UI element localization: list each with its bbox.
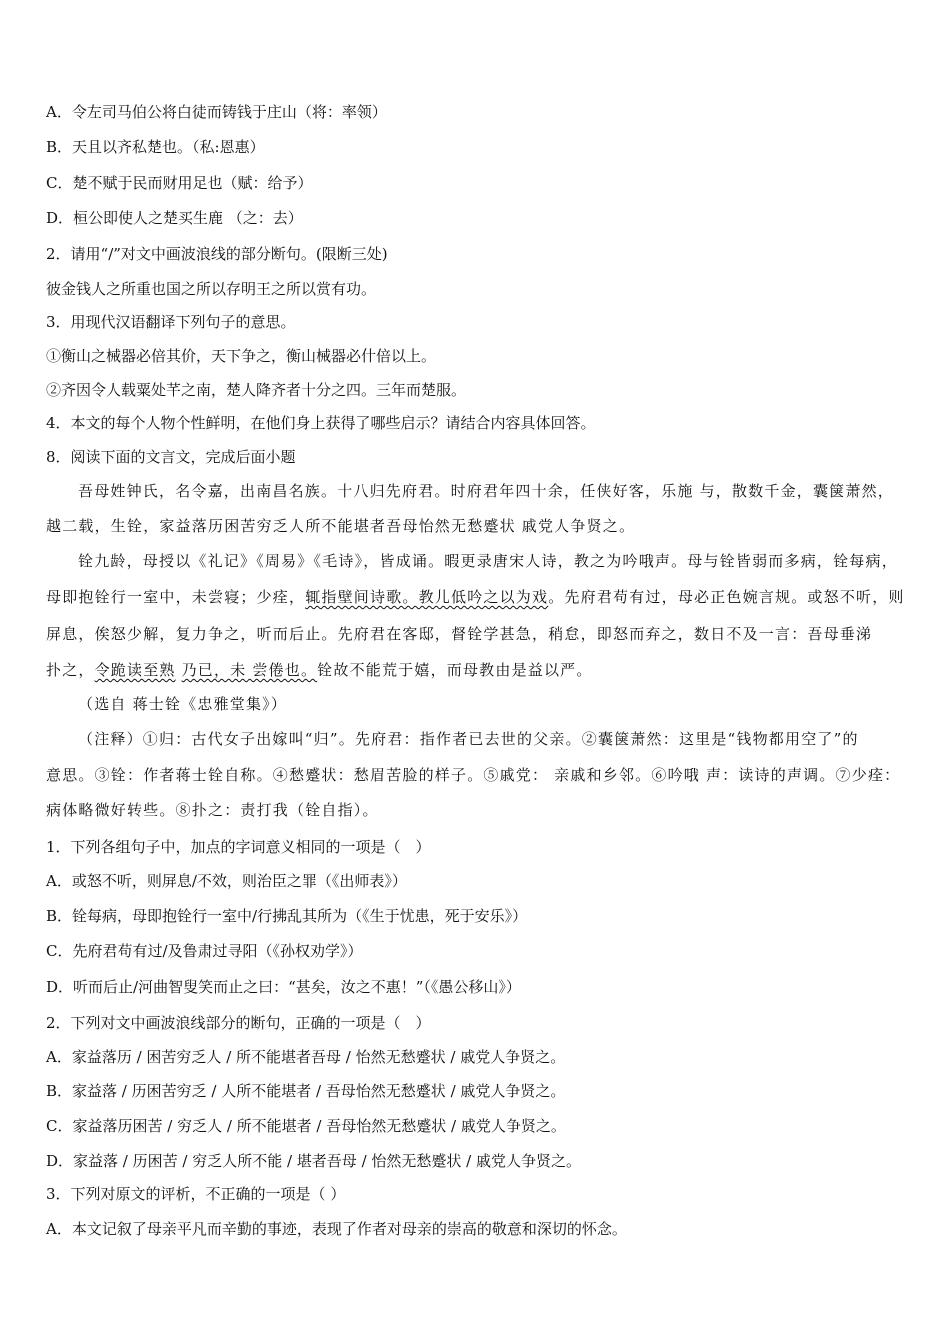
passage-p2-line1: 铨九龄，母授以《礼记》《周易》《毛诗》，皆成诵。暇更录唐宋人诗，教之为吟哦声。母与铨皆弱而多病，铨每病， — [78, 552, 898, 570]
question-4-line: 4．本文的每个人物个性鲜明，在他们身上获得了哪些启示？请结合内容具体回答。 — [46, 414, 596, 432]
note-line1: （注释）①归：古代女子出嫁叫“归”。先府君：指作者已去世的父亲。②囊箧萧然：这里是“钱物都用空了”的 — [78, 730, 859, 748]
text-span: 母即抱铨行一室中，未尝寝；少痊， — [46, 588, 306, 606]
wavy-underline-text: 乃已，未 尝倦也。 — [181, 661, 318, 679]
sentence-line: 彼金钱人之所重也国之所以存明王之所以赏有功。 — [46, 280, 377, 298]
question-line: C．家益落历困苦 / 穷乏人 / 所不能堪者 / 吾母怡然无愁蹙状 / 戚党人争贤之。 — [46, 1117, 566, 1135]
passage-source: （选自 蒋士铨《忠雅堂集》） — [78, 695, 288, 713]
note-line2: 意思。③铨：作者蒋士铨自称。④愁蹙状：愁眉苦脸的样子。⑤戚党： 亲戚和乡邻。⑥吟哦 声：读诗的声调。⑦少痊： — [46, 766, 901, 784]
question-line: B．家益落 / 历困苦穷乏 / 人所不能堪者 / 吾母怡然无愁蹙状 / 戚党人争贤之。 — [46, 1082, 566, 1100]
passage-p2-line3: 屏息，俟怒少解，复力争之，听而后止。先府君在客邸，督铨学甚急，稍怠，即怒而弃之，数日不及一言：吾母垂涕 — [46, 625, 873, 643]
passage-p1-line1: 吾母姓钟氏，名令嘉，出南昌名族。十八归先府君。时府君年四十余，任侠好客，乐施 与，散数千金，囊箧萧然， — [78, 482, 894, 500]
text-span: 。先府君苟有过，母必正色婉言规。或怒不听，则 — [548, 588, 905, 606]
question-line: C．先府君苟有过/及鲁肃过寻阳（《孙权劝学》） — [46, 942, 363, 960]
note-line3: 病体略微好转些。⑧扑之：责打我（铨自指）。 — [46, 801, 379, 819]
question-line: A．家益落历 / 困苦穷乏人 / 所不能堪者吾母 / 怡然无愁蹙状 / 戚党人争贤之。 — [46, 1048, 566, 1066]
question-8-heading: 8．阅读下面的文言文，完成后面小题 — [46, 448, 296, 466]
question-line: 1．下列各组句子中，加点的字词意义相同的一项是（ ） — [46, 838, 431, 856]
question-line: 2．下列对文中画波浪线部分的断句，正确的一项是（ ） — [46, 1014, 431, 1032]
question-line: 3．下列对原文的评析，不正确的一项是（ ） — [46, 1185, 346, 1203]
question-line: A．或怒不听，则屏息/不效，则治臣之罪（《出师表》） — [46, 872, 407, 890]
text-span: 铨故不能荒于嬉，而母教由是益以严。 — [317, 661, 593, 679]
question-2-line: 2．请用“/”对文中画波浪线的部分断句。(限断三处) — [46, 245, 388, 263]
question-line: D．听而后止/河曲智叟笑而止之曰：“甚矣，汝之不惠！”（《愚公移山》） — [46, 978, 521, 996]
passage-p2-line4 — [46, 660, 910, 680]
text-span: 扑之， — [46, 661, 95, 679]
option-d-line: D．桓公即使人之楚买生鹿 （之：去） — [46, 209, 303, 227]
translate-2-line: ②齐因令人载粟处芊之南，楚人降齐者十分之四。三年而楚服。 — [46, 381, 467, 399]
translate-1-line: ①衡山之械器必倍其价，天下争之，衡山械器必什倍以上。 — [46, 347, 437, 365]
option-c-line: C．楚不赋于民而财用足也（赋：给予） — [46, 174, 313, 192]
question-line: A．本文记叙了母亲平凡而辛勤的事迹，表现了作者对母亲的崇高的敬意和深切的怀念。 — [46, 1220, 627, 1238]
passage-p1-line2: 越二载，生铨，家益落历困苦穷乏人所不能堪者吾母怡然无愁蹙状 戚党人争贤之。 — [46, 517, 636, 535]
passage-p2-line2 — [46, 587, 910, 607]
question-line: B．铨每病，母即抱铨行一室中/行拂乱其所为（《生于忧患，死于安乐》） — [46, 907, 528, 925]
question-line: D．家益落 / 历困苦 / 穷乏人所不能 / 堪者吾母 / 怡然无愁蹙状 / 戚党人争贤之。 — [46, 1152, 581, 1170]
wavy-underline-text: 辄指壁间诗歌。教儿低吟之以为戏 — [305, 588, 549, 606]
option-b-line: B．天且以齐私楚也。（私:恩惠） — [46, 138, 265, 156]
wavy-underline-text: 令跪读至熟 — [94, 661, 176, 679]
option-a-line: A．令左司马伯公将白徒而铸钱于庄山（将：率领） — [46, 103, 387, 121]
question-3-line: 3．用现代汉语翻译下列句子的意思。 — [46, 313, 296, 331]
